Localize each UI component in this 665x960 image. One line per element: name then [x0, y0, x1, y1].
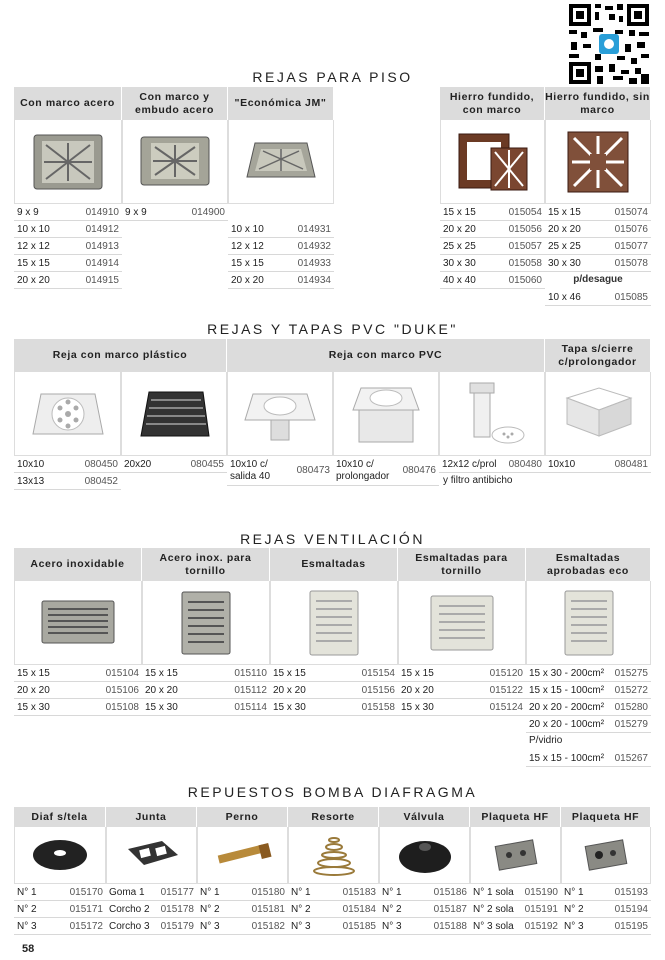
product-image-resorte: [288, 827, 379, 884]
table-row: 15 x 15 - 100cm² 015272: [526, 682, 651, 699]
table-row: N° 3 015188: [379, 918, 470, 935]
table-row: 20 x 20 014915: [14, 272, 122, 289]
table-row: Corcho 2 015178: [106, 901, 197, 918]
product-image-reja-acero: [14, 120, 122, 204]
table-row: 40 x 40 015060: [440, 272, 545, 289]
table-row: 20 x 20 015106: [14, 682, 142, 699]
product-image-reja-economica: [228, 120, 334, 204]
table-row: 12 x 12 014932: [228, 238, 334, 255]
product-image-valvula: [379, 827, 470, 884]
table-row: 10x10 c/ salida 40 080473: [227, 456, 333, 486]
table-row: N° 1 015170: [14, 884, 106, 901]
product-image-hierro-sin-marco: [545, 120, 651, 204]
table-row: N° 1 015193: [561, 884, 651, 901]
table-row: 10x10 c/ prolongador 080476: [333, 456, 439, 486]
table-row: 15 x 30 015108: [14, 699, 142, 716]
table-row: 15 x 30 015114: [142, 699, 270, 716]
product-image-pvc-prolongador: [333, 372, 439, 456]
table-row: N° 2 sola 015191: [470, 901, 561, 918]
table-row: Corcho 3 015179: [106, 918, 197, 935]
product-image-perno: [197, 827, 288, 884]
section-title-piso: REJAS PARA PISO: [252, 69, 413, 85]
table-row: 25 x 25 015057: [440, 238, 545, 255]
table-row: N° 2 015184: [288, 901, 379, 918]
table-row: N° 3 015185: [288, 918, 379, 935]
table-row: 15 x 30 015124: [398, 699, 526, 716]
table-row: N° 1 015186: [379, 884, 470, 901]
header-hierro-con-marco: Hierro fundido, con marco: [440, 87, 545, 120]
table-row: 9 x 9 014910: [14, 204, 122, 221]
table-row: 15 x 30 015158: [270, 699, 398, 716]
table-row: N° 1 015180: [197, 884, 288, 901]
product-image-pvc-filtro: [439, 372, 545, 456]
subheader-desague: p/desague: [573, 274, 623, 285]
product-image-vent-inox-tornillo: [142, 581, 270, 665]
note-p-vidrio: P/vidrio: [529, 735, 563, 746]
table-row: 15 x 15 015120: [398, 665, 526, 682]
table-row: N° 3 sola 015192: [470, 918, 561, 935]
header-marco-pvc: Reja con marco PVC: [227, 339, 545, 372]
table-row: Goma 1 015177: [106, 884, 197, 901]
header-perno: Perno: [197, 807, 288, 827]
table-row: 20 x 20 014934: [228, 272, 334, 289]
table-row: 15 x 15 015054: [440, 204, 545, 221]
section-title-vent: REJAS VENTILACIÓN: [240, 531, 425, 547]
product-image-pvc-10x10: [14, 372, 121, 456]
table-row: N° 2 015181: [197, 901, 288, 918]
header-marco-plastico: Reja con marco plástico: [14, 339, 227, 372]
product-image-reja-embudo: [122, 120, 228, 204]
product-image-hierro-con-marco: [440, 120, 545, 204]
table-row: 25 x 25 015077: [545, 238, 651, 255]
header-con-marco-embudo: Con marco y embudo acero: [122, 87, 228, 120]
table-row: 15 x 15 015110: [142, 665, 270, 682]
table-row: 10x10 080481: [545, 456, 651, 473]
table-row: 15 x 15 014933: [228, 255, 334, 272]
table-row: 9 x 9 014900: [122, 204, 228, 221]
product-image-vent-eco: [526, 581, 651, 665]
header-plaqueta-1: Plaqueta HF: [470, 807, 561, 827]
table-row: N° 3 015182: [197, 918, 288, 935]
table-row: 15 x 30 - 200cm² 015275: [526, 665, 651, 682]
table-row: 15 x 15 015154: [270, 665, 398, 682]
header-junta: Junta: [106, 807, 197, 827]
product-image-diafragma: [14, 827, 106, 884]
table-row: 20 x 20 015122: [398, 682, 526, 699]
header-economica: "Económica JM": [228, 87, 334, 120]
header-con-marco-acero: Con marco acero: [14, 87, 122, 120]
product-image-vent-esmaltada-tornillo: [398, 581, 526, 665]
table-row: 20 x 20 015156: [270, 682, 398, 699]
table-row: 13x13 080452: [14, 473, 121, 490]
header-tapa-prolongador: Tapa s/cierre c/prolongador: [545, 339, 651, 372]
header-hierro-sin-marco: Hierro fundido, sin marco: [545, 87, 651, 120]
table-row: 15 x 15 014914: [14, 255, 122, 272]
section-title-pvc: REJAS Y TAPAS PVC "DUKE": [207, 321, 458, 337]
header-vent-inox: Acero inoxidable: [14, 548, 142, 581]
product-image-tapa: [545, 372, 651, 456]
table-row: 15 x 15 015104: [14, 665, 142, 682]
header-plaqueta-2: Plaqueta HF: [561, 807, 651, 827]
table-row: 10 x 46 015085: [545, 289, 651, 306]
page-number: 58: [22, 943, 35, 955]
table-row: 20 x 20 - 200cm² 015280: [526, 699, 651, 716]
table-row: 20 x 20 - 100cm² 015279: [526, 716, 651, 733]
table-row: 15 x 15 - 100cm² 015267: [526, 750, 651, 767]
product-image-vent-esmaltada: [270, 581, 398, 665]
header-vent-esmaltadas: Esmaltadas: [270, 548, 398, 581]
product-image-pvc-salida: [227, 372, 333, 456]
header-vent-esmaltadas-tornillo: Esmaltadas para tornillo: [398, 548, 526, 581]
table-row: 20x20 080455: [121, 456, 227, 473]
table-row: 20 x 20 015056: [440, 221, 545, 238]
table-row: 12 x 12 014913: [14, 238, 122, 255]
header-diaf: Diaf s/tela: [14, 807, 106, 827]
table-row: N° 3 015195: [561, 918, 651, 935]
product-image-pvc-20x20: [121, 372, 227, 456]
header-resorte: Resorte: [288, 807, 379, 827]
table-row: N° 3 015172: [14, 918, 106, 935]
table-row: 20 x 20 015076: [545, 221, 651, 238]
header-vent-eco: Esmaltadas aprobadas eco: [526, 548, 651, 581]
table-row: N° 2 015171: [14, 901, 106, 918]
section-title-bomba: REPUESTOS BOMBA DIAFRAGMA: [187, 784, 478, 800]
table-row: N° 1 015183: [288, 884, 379, 901]
header-valvula: Válvula: [379, 807, 470, 827]
table-row: 15 x 15 015074: [545, 204, 651, 221]
table-row: 10x10 080450: [14, 456, 121, 473]
product-image-plaqueta-sola: [470, 827, 561, 884]
table-row: 30 x 30 015078: [545, 255, 651, 272]
product-image-junta: [106, 827, 197, 884]
table-row: 10 x 10 014912: [14, 221, 122, 238]
table-row: 10 x 10 014931: [228, 221, 334, 238]
table-row: 20 x 20 015112: [142, 682, 270, 699]
table-row: N° 1 sola 015190: [470, 884, 561, 901]
header-vent-inox-tornillo: Acero inox. para tornillo: [142, 548, 270, 581]
product-image-plaqueta: [561, 827, 651, 884]
table-row: 30 x 30 015058: [440, 255, 545, 272]
table-row: N° 2 015187: [379, 901, 470, 918]
table-row: 12x12 c/prol 080480: [439, 456, 545, 473]
table-row: N° 2 015194: [561, 901, 651, 918]
product-image-vent-inox: [14, 581, 142, 665]
